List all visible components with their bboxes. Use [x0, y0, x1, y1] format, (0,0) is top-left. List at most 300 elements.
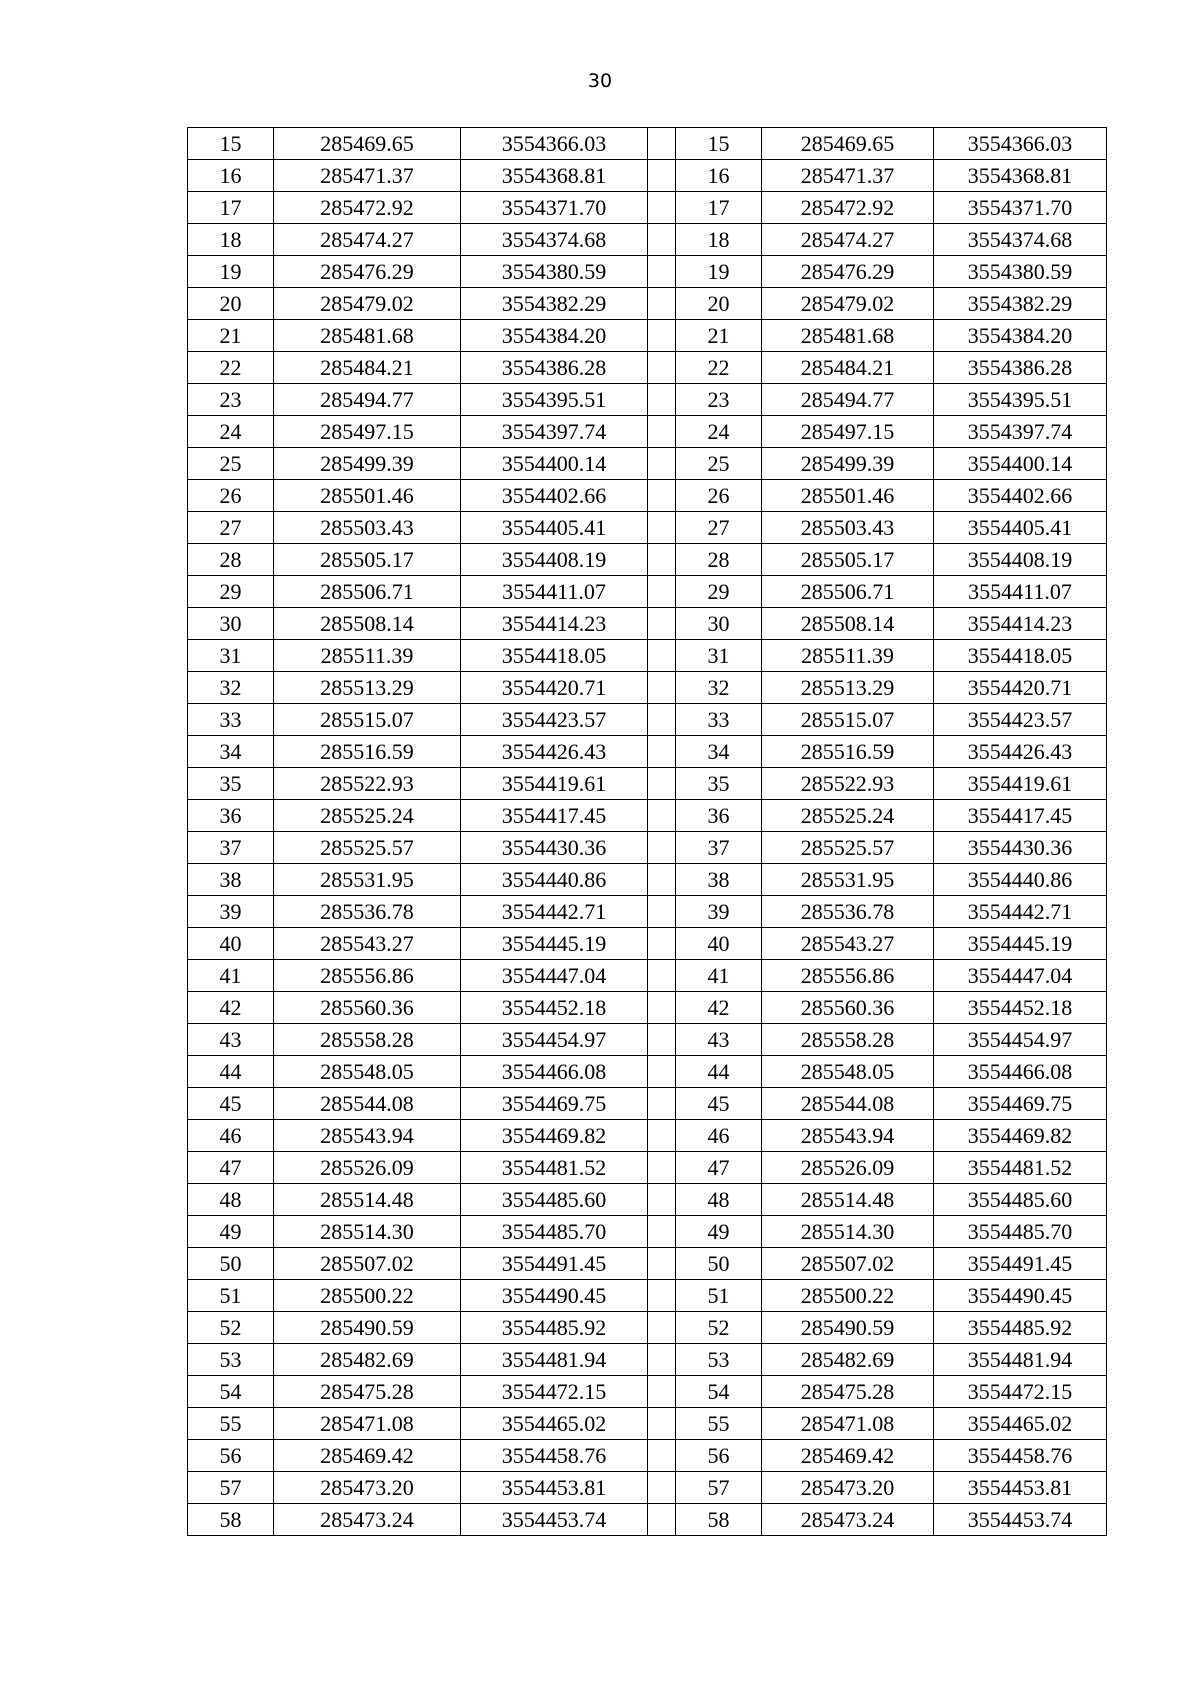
- right-y-coordinate-cell: 3554371.70: [934, 192, 1107, 224]
- left-y-coordinate-cell: 3554384.20: [461, 320, 648, 352]
- table-row: [188, 1120, 1107, 1152]
- right-y-coordinate-cell: 3554454.97: [934, 1024, 1107, 1056]
- table-row: [188, 1440, 1107, 1472]
- table-row: [188, 128, 1107, 160]
- left-x-coordinate-cell: 285479.02: [274, 288, 461, 320]
- left-point-id-cell: 24: [188, 416, 274, 448]
- right-x-coordinate-cell: 285476.29: [762, 256, 934, 288]
- left-point-id-cell: 20: [188, 288, 274, 320]
- right-x-coordinate-cell: 285536.78: [762, 896, 934, 928]
- right-point-id-cell: 42: [676, 992, 762, 1024]
- left-point-id-cell: 43: [188, 1024, 274, 1056]
- left-y-coordinate-cell: 3554481.52: [461, 1152, 648, 1184]
- left-point-id-cell: 38: [188, 864, 274, 896]
- table-row: [188, 608, 1107, 640]
- left-x-coordinate-cell: 285472.92: [274, 192, 461, 224]
- left-x-coordinate-cell: 285475.28: [274, 1376, 461, 1408]
- right-point-id-cell: 39: [676, 896, 762, 928]
- spacer-cell: [648, 416, 676, 448]
- table-row: [188, 928, 1107, 960]
- left-x-coordinate-cell: 285500.22: [274, 1280, 461, 1312]
- table-row: [188, 896, 1107, 928]
- right-x-coordinate-cell: 285473.24: [762, 1504, 934, 1536]
- spacer-cell: [648, 1472, 676, 1504]
- spacer-cell: [648, 1344, 676, 1376]
- right-y-coordinate-cell: 3554466.08: [934, 1056, 1107, 1088]
- right-y-coordinate-cell: 3554397.74: [934, 416, 1107, 448]
- right-x-coordinate-cell: 285558.28: [762, 1024, 934, 1056]
- left-x-coordinate-cell: 285474.27: [274, 224, 461, 256]
- left-x-coordinate-cell: 285516.59: [274, 736, 461, 768]
- page-number: 30: [587, 70, 613, 92]
- left-point-id-cell: 37: [188, 832, 274, 864]
- right-x-coordinate-cell: 285500.22: [762, 1280, 934, 1312]
- left-y-coordinate-cell: 3554466.08: [461, 1056, 648, 1088]
- right-y-coordinate-cell: 3554440.86: [934, 864, 1107, 896]
- spacer-cell: [648, 1312, 676, 1344]
- right-x-coordinate-cell: 285497.15: [762, 416, 934, 448]
- right-x-coordinate-cell: 285494.77: [762, 384, 934, 416]
- left-point-id-cell: 25: [188, 448, 274, 480]
- table-row: [188, 1248, 1107, 1280]
- left-point-id-cell: 40: [188, 928, 274, 960]
- table-row: [188, 288, 1107, 320]
- left-point-id-cell: 18: [188, 224, 274, 256]
- right-point-id-cell: 22: [676, 352, 762, 384]
- right-x-coordinate-cell: 285511.39: [762, 640, 934, 672]
- spacer-cell: [648, 1152, 676, 1184]
- right-point-id-cell: 23: [676, 384, 762, 416]
- right-x-coordinate-cell: 285531.95: [762, 864, 934, 896]
- left-point-id-cell: 17: [188, 192, 274, 224]
- spacer-cell: [648, 960, 676, 992]
- left-y-coordinate-cell: 3554469.82: [461, 1120, 648, 1152]
- right-x-coordinate-cell: 285490.59: [762, 1312, 934, 1344]
- spacer-cell: [648, 1088, 676, 1120]
- left-point-id-cell: 35: [188, 768, 274, 800]
- right-point-id-cell: 19: [676, 256, 762, 288]
- right-x-coordinate-cell: 285525.57: [762, 832, 934, 864]
- left-x-coordinate-cell: 285471.08: [274, 1408, 461, 1440]
- left-point-id-cell: 48: [188, 1184, 274, 1216]
- right-x-coordinate-cell: 285501.46: [762, 480, 934, 512]
- left-x-coordinate-cell: 285526.09: [274, 1152, 461, 1184]
- right-point-id-cell: 28: [676, 544, 762, 576]
- right-y-coordinate-cell: 3554384.20: [934, 320, 1107, 352]
- left-x-coordinate-cell: 285473.20: [274, 1472, 461, 1504]
- table-row: [188, 640, 1107, 672]
- left-x-coordinate-cell: 285469.42: [274, 1440, 461, 1472]
- left-point-id-cell: 27: [188, 512, 274, 544]
- left-x-coordinate-cell: 285514.48: [274, 1184, 461, 1216]
- spacer-cell: [648, 320, 676, 352]
- right-point-id-cell: 38: [676, 864, 762, 896]
- spacer-cell: [648, 1376, 676, 1408]
- left-point-id-cell: 22: [188, 352, 274, 384]
- right-x-coordinate-cell: 285508.14: [762, 608, 934, 640]
- left-x-coordinate-cell: 285501.46: [274, 480, 461, 512]
- right-point-id-cell: 30: [676, 608, 762, 640]
- left-y-coordinate-cell: 3554440.86: [461, 864, 648, 896]
- right-x-coordinate-cell: 285484.21: [762, 352, 934, 384]
- spacer-cell: [648, 992, 676, 1024]
- left-point-id-cell: 42: [188, 992, 274, 1024]
- right-point-id-cell: 47: [676, 1152, 762, 1184]
- left-y-coordinate-cell: 3554465.02: [461, 1408, 648, 1440]
- table-row: [188, 1408, 1107, 1440]
- spacer-cell: [648, 1024, 676, 1056]
- left-y-coordinate-cell: 3554418.05: [461, 640, 648, 672]
- right-point-id-cell: 55: [676, 1408, 762, 1440]
- right-y-coordinate-cell: 3554374.68: [934, 224, 1107, 256]
- left-point-id-cell: 15: [188, 128, 274, 160]
- right-x-coordinate-cell: 285481.68: [762, 320, 934, 352]
- right-x-coordinate-cell: 285526.09: [762, 1152, 934, 1184]
- right-x-coordinate-cell: 285499.39: [762, 448, 934, 480]
- left-y-coordinate-cell: 3554374.68: [461, 224, 648, 256]
- left-y-coordinate-cell: 3554491.45: [461, 1248, 648, 1280]
- right-y-coordinate-cell: 3554414.23: [934, 608, 1107, 640]
- right-y-coordinate-cell: 3554458.76: [934, 1440, 1107, 1472]
- left-x-coordinate-cell: 285476.29: [274, 256, 461, 288]
- coordinate-table: [187, 127, 1107, 1536]
- spacer-cell: [648, 384, 676, 416]
- spacer-cell: [648, 800, 676, 832]
- right-point-id-cell: 20: [676, 288, 762, 320]
- left-y-coordinate-cell: 3554395.51: [461, 384, 648, 416]
- right-y-coordinate-cell: 3554386.28: [934, 352, 1107, 384]
- right-y-coordinate-cell: 3554420.71: [934, 672, 1107, 704]
- spacer-cell: [648, 192, 676, 224]
- table-row: [188, 1184, 1107, 1216]
- right-y-coordinate-cell: 3554423.57: [934, 704, 1107, 736]
- left-point-id-cell: 16: [188, 160, 274, 192]
- right-y-coordinate-cell: 3554430.36: [934, 832, 1107, 864]
- right-x-coordinate-cell: 285560.36: [762, 992, 934, 1024]
- spacer-cell: [648, 672, 676, 704]
- spacer-cell: [648, 1056, 676, 1088]
- left-y-coordinate-cell: 3554481.94: [461, 1344, 648, 1376]
- table-row: [188, 672, 1107, 704]
- left-x-coordinate-cell: 285536.78: [274, 896, 461, 928]
- spacer-cell: [648, 576, 676, 608]
- right-y-coordinate-cell: 3554485.70: [934, 1216, 1107, 1248]
- left-y-coordinate-cell: 3554417.45: [461, 800, 648, 832]
- right-point-id-cell: 44: [676, 1056, 762, 1088]
- left-y-coordinate-cell: 3554454.97: [461, 1024, 648, 1056]
- right-point-id-cell: 15: [676, 128, 762, 160]
- spacer-cell: [648, 128, 676, 160]
- table-row: [188, 320, 1107, 352]
- spacer-cell: [648, 512, 676, 544]
- coordinate-table-body: [188, 128, 1107, 1536]
- spacer-cell: [648, 1440, 676, 1472]
- left-point-id-cell: 28: [188, 544, 274, 576]
- left-x-coordinate-cell: 285473.24: [274, 1504, 461, 1536]
- left-x-coordinate-cell: 285490.59: [274, 1312, 461, 1344]
- left-y-coordinate-cell: 3554447.04: [461, 960, 648, 992]
- left-point-id-cell: 33: [188, 704, 274, 736]
- left-x-coordinate-cell: 285525.24: [274, 800, 461, 832]
- left-point-id-cell: 51: [188, 1280, 274, 1312]
- right-point-id-cell: 27: [676, 512, 762, 544]
- right-y-coordinate-cell: 3554453.74: [934, 1504, 1107, 1536]
- left-point-id-cell: 19: [188, 256, 274, 288]
- left-point-id-cell: 36: [188, 800, 274, 832]
- left-x-coordinate-cell: 285482.69: [274, 1344, 461, 1376]
- right-y-coordinate-cell: 3554447.04: [934, 960, 1107, 992]
- table-row: [188, 768, 1107, 800]
- left-y-coordinate-cell: 3554382.29: [461, 288, 648, 320]
- left-x-coordinate-cell: 285522.93: [274, 768, 461, 800]
- right-y-coordinate-cell: 3554442.71: [934, 896, 1107, 928]
- spacer-cell: [648, 544, 676, 576]
- left-x-coordinate-cell: 285471.37: [274, 160, 461, 192]
- left-y-coordinate-cell: 3554453.74: [461, 1504, 648, 1536]
- table-row: [188, 1504, 1107, 1536]
- table-row: [188, 416, 1107, 448]
- spacer-cell: [648, 448, 676, 480]
- right-x-coordinate-cell: 285473.20: [762, 1472, 934, 1504]
- right-y-coordinate-cell: 3554426.43: [934, 736, 1107, 768]
- left-y-coordinate-cell: 3554400.14: [461, 448, 648, 480]
- left-x-coordinate-cell: 285508.14: [274, 608, 461, 640]
- right-y-coordinate-cell: 3554485.92: [934, 1312, 1107, 1344]
- right-point-id-cell: 21: [676, 320, 762, 352]
- left-y-coordinate-cell: 3554420.71: [461, 672, 648, 704]
- left-y-coordinate-cell: 3554453.81: [461, 1472, 648, 1504]
- right-x-coordinate-cell: 285513.29: [762, 672, 934, 704]
- spacer-cell: [648, 1504, 676, 1536]
- right-point-id-cell: 56: [676, 1440, 762, 1472]
- right-point-id-cell: 54: [676, 1376, 762, 1408]
- right-point-id-cell: 16: [676, 160, 762, 192]
- right-x-coordinate-cell: 285469.65: [762, 128, 934, 160]
- table-row: [188, 256, 1107, 288]
- table-row: [188, 1088, 1107, 1120]
- right-y-coordinate-cell: 3554366.03: [934, 128, 1107, 160]
- right-point-id-cell: 31: [676, 640, 762, 672]
- left-x-coordinate-cell: 285560.36: [274, 992, 461, 1024]
- table-row: [188, 576, 1107, 608]
- right-y-coordinate-cell: 3554481.52: [934, 1152, 1107, 1184]
- right-point-id-cell: 32: [676, 672, 762, 704]
- left-x-coordinate-cell: 285515.07: [274, 704, 461, 736]
- table-row: [188, 960, 1107, 992]
- left-point-id-cell: 56: [188, 1440, 274, 1472]
- left-point-id-cell: 50: [188, 1248, 274, 1280]
- left-point-id-cell: 34: [188, 736, 274, 768]
- left-y-coordinate-cell: 3554445.19: [461, 928, 648, 960]
- right-x-coordinate-cell: 285471.37: [762, 160, 934, 192]
- left-x-coordinate-cell: 285484.21: [274, 352, 461, 384]
- spacer-cell: [648, 256, 676, 288]
- right-x-coordinate-cell: 285469.42: [762, 1440, 934, 1472]
- table-row: [188, 800, 1107, 832]
- spacer-cell: [648, 1408, 676, 1440]
- right-y-coordinate-cell: 3554491.45: [934, 1248, 1107, 1280]
- table-row: [188, 736, 1107, 768]
- right-y-coordinate-cell: 3554418.05: [934, 640, 1107, 672]
- right-point-id-cell: 53: [676, 1344, 762, 1376]
- left-point-id-cell: 54: [188, 1376, 274, 1408]
- right-x-coordinate-cell: 285556.86: [762, 960, 934, 992]
- spacer-cell: [648, 736, 676, 768]
- left-x-coordinate-cell: 285543.94: [274, 1120, 461, 1152]
- table-row: [188, 864, 1107, 896]
- spacer-cell: [648, 896, 676, 928]
- left-y-coordinate-cell: 3554485.70: [461, 1216, 648, 1248]
- left-x-coordinate-cell: 285525.57: [274, 832, 461, 864]
- right-x-coordinate-cell: 285506.71: [762, 576, 934, 608]
- left-y-coordinate-cell: 3554419.61: [461, 768, 648, 800]
- left-point-id-cell: 47: [188, 1152, 274, 1184]
- right-point-id-cell: 49: [676, 1216, 762, 1248]
- table-row: [188, 1312, 1107, 1344]
- left-point-id-cell: 52: [188, 1312, 274, 1344]
- left-x-coordinate-cell: 285499.39: [274, 448, 461, 480]
- right-y-coordinate-cell: 3554400.14: [934, 448, 1107, 480]
- right-x-coordinate-cell: 285479.02: [762, 288, 934, 320]
- left-y-coordinate-cell: 3554472.15: [461, 1376, 648, 1408]
- left-y-coordinate-cell: 3554458.76: [461, 1440, 648, 1472]
- right-x-coordinate-cell: 285514.30: [762, 1216, 934, 1248]
- left-point-id-cell: 46: [188, 1120, 274, 1152]
- table-row: [188, 1376, 1107, 1408]
- right-x-coordinate-cell: 285503.43: [762, 512, 934, 544]
- spacer-cell: [648, 1216, 676, 1248]
- spacer-cell: [648, 1184, 676, 1216]
- left-y-coordinate-cell: 3554469.75: [461, 1088, 648, 1120]
- left-y-coordinate-cell: 3554442.71: [461, 896, 648, 928]
- right-x-coordinate-cell: 285475.28: [762, 1376, 934, 1408]
- right-y-coordinate-cell: 3554402.66: [934, 480, 1107, 512]
- right-x-coordinate-cell: 285522.93: [762, 768, 934, 800]
- right-y-coordinate-cell: 3554380.59: [934, 256, 1107, 288]
- left-x-coordinate-cell: 285506.71: [274, 576, 461, 608]
- right-point-id-cell: 25: [676, 448, 762, 480]
- right-y-coordinate-cell: 3554452.18: [934, 992, 1107, 1024]
- right-point-id-cell: 17: [676, 192, 762, 224]
- right-point-id-cell: 35: [676, 768, 762, 800]
- right-point-id-cell: 51: [676, 1280, 762, 1312]
- right-point-id-cell: 45: [676, 1088, 762, 1120]
- right-x-coordinate-cell: 285548.05: [762, 1056, 934, 1088]
- left-y-coordinate-cell: 3554485.60: [461, 1184, 648, 1216]
- spacer-cell: [648, 768, 676, 800]
- left-x-coordinate-cell: 285505.17: [274, 544, 461, 576]
- right-point-id-cell: 40: [676, 928, 762, 960]
- left-x-coordinate-cell: 285497.15: [274, 416, 461, 448]
- table-row: [188, 352, 1107, 384]
- left-x-coordinate-cell: 285544.08: [274, 1088, 461, 1120]
- right-x-coordinate-cell: 285516.59: [762, 736, 934, 768]
- right-y-coordinate-cell: 3554417.45: [934, 800, 1107, 832]
- left-x-coordinate-cell: 285469.65: [274, 128, 461, 160]
- right-y-coordinate-cell: 3554469.82: [934, 1120, 1107, 1152]
- right-y-coordinate-cell: 3554481.94: [934, 1344, 1107, 1376]
- spacer-cell: [648, 288, 676, 320]
- right-y-coordinate-cell: 3554395.51: [934, 384, 1107, 416]
- right-point-id-cell: 52: [676, 1312, 762, 1344]
- right-point-id-cell: 57: [676, 1472, 762, 1504]
- right-y-coordinate-cell: 3554368.81: [934, 160, 1107, 192]
- right-y-coordinate-cell: 3554382.29: [934, 288, 1107, 320]
- right-point-id-cell: 24: [676, 416, 762, 448]
- right-x-coordinate-cell: 285505.17: [762, 544, 934, 576]
- right-point-id-cell: 50: [676, 1248, 762, 1280]
- spacer-cell: [648, 480, 676, 512]
- left-y-coordinate-cell: 3554402.66: [461, 480, 648, 512]
- left-x-coordinate-cell: 285513.29: [274, 672, 461, 704]
- right-point-id-cell: 41: [676, 960, 762, 992]
- left-point-id-cell: 55: [188, 1408, 274, 1440]
- table-row: [188, 1344, 1107, 1376]
- left-point-id-cell: 29: [188, 576, 274, 608]
- left-y-coordinate-cell: 3554371.70: [461, 192, 648, 224]
- left-y-coordinate-cell: 3554405.41: [461, 512, 648, 544]
- left-point-id-cell: 26: [188, 480, 274, 512]
- right-y-coordinate-cell: 3554408.19: [934, 544, 1107, 576]
- left-point-id-cell: 41: [188, 960, 274, 992]
- left-x-coordinate-cell: 285494.77: [274, 384, 461, 416]
- left-x-coordinate-cell: 285481.68: [274, 320, 461, 352]
- table-row: [188, 704, 1107, 736]
- left-y-coordinate-cell: 3554397.74: [461, 416, 648, 448]
- right-y-coordinate-cell: 3554490.45: [934, 1280, 1107, 1312]
- table-row: [188, 544, 1107, 576]
- table-row: [188, 1056, 1107, 1088]
- left-point-id-cell: 58: [188, 1504, 274, 1536]
- left-y-coordinate-cell: 3554368.81: [461, 160, 648, 192]
- table-row: [188, 224, 1107, 256]
- right-x-coordinate-cell: 285515.07: [762, 704, 934, 736]
- left-x-coordinate-cell: 285543.27: [274, 928, 461, 960]
- right-y-coordinate-cell: 3554485.60: [934, 1184, 1107, 1216]
- right-point-id-cell: 33: [676, 704, 762, 736]
- right-x-coordinate-cell: 285525.24: [762, 800, 934, 832]
- left-y-coordinate-cell: 3554426.43: [461, 736, 648, 768]
- spacer-cell: [648, 1248, 676, 1280]
- right-point-id-cell: 37: [676, 832, 762, 864]
- left-x-coordinate-cell: 285514.30: [274, 1216, 461, 1248]
- spacer-cell: [648, 640, 676, 672]
- right-y-coordinate-cell: 3554469.75: [934, 1088, 1107, 1120]
- left-x-coordinate-cell: 285556.86: [274, 960, 461, 992]
- right-point-id-cell: 58: [676, 1504, 762, 1536]
- spacer-cell: [648, 608, 676, 640]
- table-row: [188, 1472, 1107, 1504]
- left-y-coordinate-cell: 3554408.19: [461, 544, 648, 576]
- left-point-id-cell: 23: [188, 384, 274, 416]
- left-point-id-cell: 21: [188, 320, 274, 352]
- right-y-coordinate-cell: 3554465.02: [934, 1408, 1107, 1440]
- left-point-id-cell: 32: [188, 672, 274, 704]
- left-y-coordinate-cell: 3554386.28: [461, 352, 648, 384]
- right-y-coordinate-cell: 3554453.81: [934, 1472, 1107, 1504]
- spacer-cell: [648, 352, 676, 384]
- right-point-id-cell: 34: [676, 736, 762, 768]
- right-point-id-cell: 43: [676, 1024, 762, 1056]
- left-x-coordinate-cell: 285558.28: [274, 1024, 461, 1056]
- left-x-coordinate-cell: 285507.02: [274, 1248, 461, 1280]
- left-point-id-cell: 44: [188, 1056, 274, 1088]
- left-point-id-cell: 53: [188, 1344, 274, 1376]
- table-row: [188, 1280, 1107, 1312]
- left-y-coordinate-cell: 3554423.57: [461, 704, 648, 736]
- right-y-coordinate-cell: 3554472.15: [934, 1376, 1107, 1408]
- left-y-coordinate-cell: 3554485.92: [461, 1312, 648, 1344]
